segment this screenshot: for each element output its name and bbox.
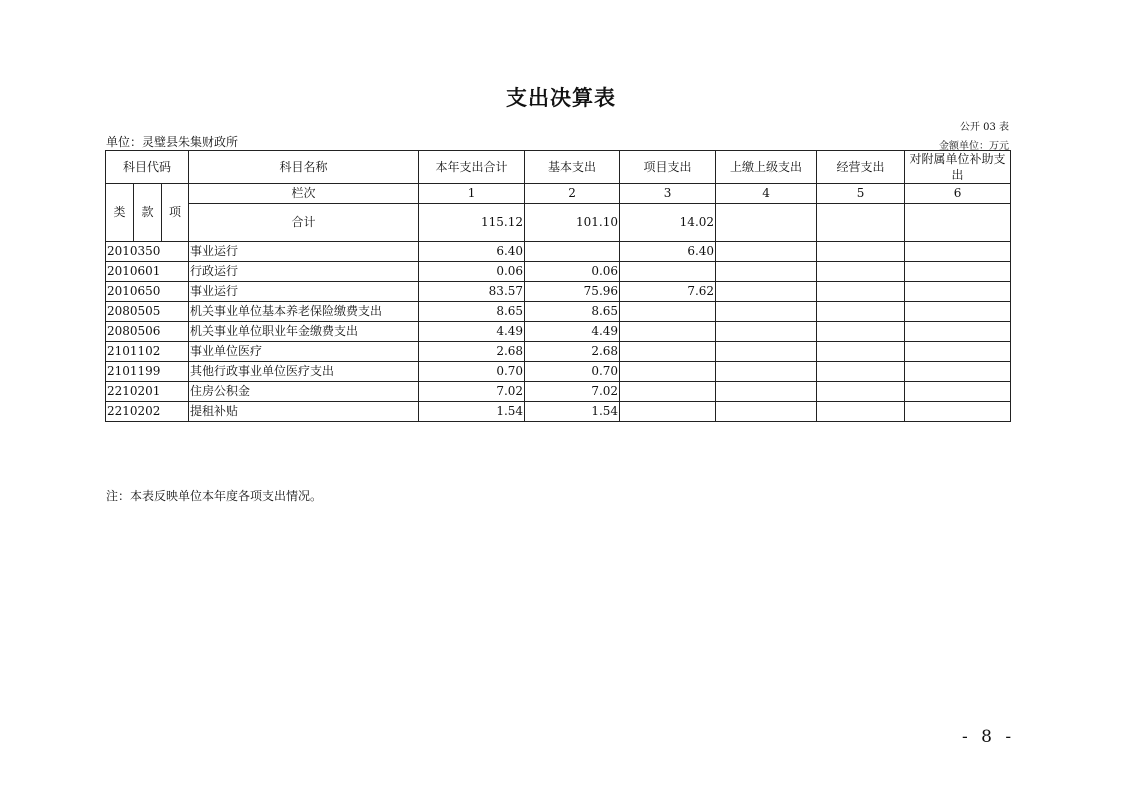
row-col4 [716, 342, 817, 362]
header-code: 科目代码 [106, 151, 189, 184]
row-col3 [620, 342, 716, 362]
header-lei: 类 [106, 184, 134, 242]
col-number-2: 2 [525, 184, 620, 204]
row-col1: 0.06 [419, 262, 525, 282]
total-col5 [817, 204, 905, 242]
row-col3 [620, 402, 716, 422]
row-col6 [905, 302, 1011, 322]
row-code: 2210201 [106, 382, 189, 402]
row-name: 提租补贴 [189, 402, 419, 422]
row-col4 [716, 262, 817, 282]
row-code: 2010350 [106, 242, 189, 262]
header-lanci: 栏次 [189, 184, 419, 204]
page-number: - 8 - [962, 727, 1016, 747]
row-col3 [620, 302, 716, 322]
total-col3: 14.02 [620, 204, 716, 242]
row-col4 [716, 282, 817, 302]
row-col6 [905, 382, 1011, 402]
table-row [106, 402, 1011, 422]
total-col2: 101.10 [525, 204, 620, 242]
header-kuan: 款 [134, 184, 162, 242]
row-col6 [905, 342, 1011, 362]
row-code: 2210202 [106, 402, 189, 422]
table-row [106, 262, 1011, 282]
unit-label: 单位：灵璧县朱集财政所 [106, 135, 239, 149]
row-col4 [716, 402, 817, 422]
header-col2: 基本支出 [525, 151, 620, 184]
row-col2: 0.70 [525, 362, 620, 382]
header-col6: 对附属单位补助支出 [905, 151, 1011, 184]
table-row [106, 242, 1011, 262]
row-col5 [817, 282, 905, 302]
row-col2: 0.06 [525, 262, 620, 282]
row-col6 [905, 362, 1011, 382]
header-xiang: 项 [162, 184, 189, 242]
table-row [106, 322, 1011, 342]
row-col6 [905, 242, 1011, 262]
row-name: 机关事业单位职业年金缴费支出 [189, 322, 419, 342]
row-col4 [716, 382, 817, 402]
row-name: 事业运行 [189, 282, 419, 302]
row-col4 [716, 242, 817, 262]
table-row [106, 382, 1011, 402]
row-name: 住房公积金 [189, 382, 419, 402]
money-unit-label: 金额单位：万元 [939, 141, 1009, 152]
form-number: 公开 03 表 [959, 122, 1009, 133]
total-col4 [716, 204, 817, 242]
row-col5 [817, 342, 905, 362]
row-col6 [905, 402, 1011, 422]
row-code: 2101199 [106, 362, 189, 382]
row-col5 [817, 362, 905, 382]
row-col1: 0.70 [419, 362, 525, 382]
row-name: 事业单位医疗 [189, 342, 419, 362]
table-row [106, 362, 1011, 382]
header-col1: 本年支出合计 [419, 151, 525, 184]
table-row [106, 342, 1011, 362]
row-col4 [716, 322, 817, 342]
col-number-4: 4 [716, 184, 817, 204]
total-row [106, 204, 1011, 242]
header-row [106, 151, 1011, 184]
row-col5 [817, 242, 905, 262]
row-col2: 4.49 [525, 322, 620, 342]
header-col4: 上缴上级支出 [716, 151, 817, 184]
row-col1: 8.65 [419, 302, 525, 322]
row-col4 [716, 362, 817, 382]
row-name: 事业运行 [189, 242, 419, 262]
total-col6 [905, 204, 1011, 242]
row-name: 机关事业单位基本养老保险缴费支出 [189, 302, 419, 322]
row-col5 [817, 402, 905, 422]
row-col1: 4.49 [419, 322, 525, 342]
row-col5 [817, 322, 905, 342]
col-number-6: 6 [905, 184, 1011, 204]
row-col1: 6.40 [419, 242, 525, 262]
row-col2: 2.68 [525, 342, 620, 362]
col-number-5: 5 [817, 184, 905, 204]
row-col3: 6.40 [620, 242, 716, 262]
total-label: 合计 [189, 204, 419, 242]
row-col3 [620, 322, 716, 342]
row-col6 [905, 262, 1011, 282]
row-col1: 1.54 [419, 402, 525, 422]
row-col5 [817, 262, 905, 282]
col-number-3: 3 [620, 184, 716, 204]
row-col1: 2.68 [419, 342, 525, 362]
table-note: 注：本表反映单位本年度各项支出情况。 [106, 489, 323, 503]
row-col5 [817, 382, 905, 402]
col-number-1: 1 [419, 184, 525, 204]
total-col1: 115.12 [419, 204, 525, 242]
row-code: 2080506 [106, 322, 189, 342]
header-col5: 经营支出 [817, 151, 905, 184]
row-col3 [620, 262, 716, 282]
row-col2: 1.54 [525, 402, 620, 422]
row-col6 [905, 282, 1011, 302]
column-number-row [106, 184, 1011, 204]
row-col2: 8.65 [525, 302, 620, 322]
row-col1: 83.57 [419, 282, 525, 302]
row-code: 2101102 [106, 342, 189, 362]
row-col3 [620, 382, 716, 402]
row-col2: 75.96 [525, 282, 620, 302]
row-col6 [905, 322, 1011, 342]
header-col3: 项目支出 [620, 151, 716, 184]
row-col3: 7.62 [620, 282, 716, 302]
row-col3 [620, 362, 716, 382]
row-code: 2080505 [106, 302, 189, 322]
row-col2 [525, 242, 620, 262]
row-col5 [817, 302, 905, 322]
row-code: 2010650 [106, 282, 189, 302]
row-col1: 7.02 [419, 382, 525, 402]
header-name: 科目名称 [189, 151, 419, 184]
row-col2: 7.02 [525, 382, 620, 402]
row-col4 [716, 302, 817, 322]
expenditure-table [105, 150, 1011, 422]
row-name: 其他行政事业单位医疗支出 [189, 362, 419, 382]
row-code: 2010601 [106, 262, 189, 282]
row-name: 行政运行 [189, 262, 419, 282]
table-row [106, 302, 1011, 322]
page-title: 支出决算表 [506, 86, 616, 110]
table-row [106, 282, 1011, 302]
